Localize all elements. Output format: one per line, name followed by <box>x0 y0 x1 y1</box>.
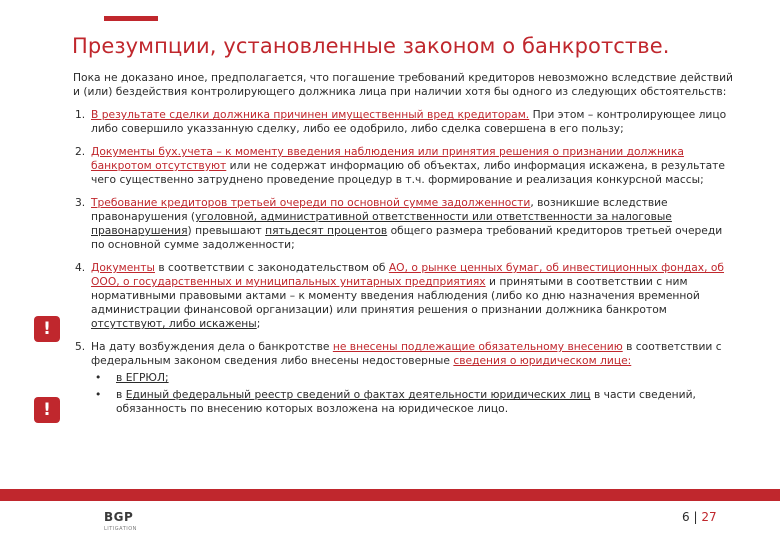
list-item-2 <box>73 145 733 187</box>
warning-icon: ! <box>34 316 60 342</box>
bullet-item-registry <box>91 388 733 416</box>
intro-paragraph: Пока не доказано иное, предполагается, что погашение требований кредиторов невозможно вследствие действий и (или) бездействия контролирующего должника лица при наличии хотя бы одного из следующих обстоятельств: <box>73 71 733 98</box>
item-text: На дату возбуждения дела о банкротстве <box>91 340 333 353</box>
item-text: При этом – контролирующее лицо либо совершило указзанную сделку, либо ее одобрило, либо сделка совершена в его пользу; <box>91 108 727 135</box>
item-underlined-text: пятьдесят процентов <box>265 224 388 237</box>
list-item-5 <box>73 340 733 416</box>
item-text: ; <box>256 317 261 330</box>
item-number: 5. <box>75 340 86 353</box>
item-highlight: Документы бух.учета – к моменту введения наблюдения или принятия решения о признании должника банкротом отсутствуют <box>91 145 684 172</box>
bullet-dot: • <box>95 388 102 401</box>
footer-bar <box>0 489 780 501</box>
bullet-item-egrul <box>91 371 733 385</box>
item-text: или не содержат информацию об объектах, либо информация искажена, в результате чего существенно затруднено проведение процедур в т.ч. формирование и реализация конкурсной массы; <box>91 159 725 186</box>
logo-subtext: LITIGATION <box>104 526 137 532</box>
title-accent-bar <box>104 16 158 21</box>
slide-content <box>73 71 733 425</box>
page-number <box>682 510 717 524</box>
bullet-underlined-text: в ЕГРЮЛ; <box>116 371 169 384</box>
list-item-3 <box>73 196 733 252</box>
page-total: 27 <box>701 510 717 524</box>
item-text: ) превышают <box>187 224 266 237</box>
item-text: в соответствии с федеральным законом сведения либо внесены недостоверные <box>91 340 722 367</box>
item-highlight: сведения о юридическом лице: <box>453 354 632 367</box>
warning-icon: ! <box>34 397 60 423</box>
logo-text: BGP <box>104 510 134 524</box>
page-separator: | <box>689 510 702 524</box>
bullet-underlined-text: Единый федеральный реестр сведений о фактах деятельности юридических лиц <box>125 388 591 401</box>
item-text: в соответствии с законодательством об <box>154 261 389 274</box>
item-number: 3. <box>75 196 86 209</box>
item-number: 2. <box>75 145 86 158</box>
bullet-dot: • <box>95 371 102 384</box>
item-underlined-text: уголовной, административной ответственности или ответственности за налоговые правонарушения <box>91 210 672 237</box>
item-highlight: Документы <box>91 261 155 274</box>
bullet-text: в части сведений, обязанность по внесению которых возложена на юридическое лицо. <box>116 388 696 415</box>
item-text: и принятыми в соответствии с ним нормативными правовыми актами – к моменту введения наблюдения (либо ко дню назначения временной администрации финансовой организации) или принятия решения о признании должника банкротом <box>91 275 700 316</box>
list-item-1 <box>73 108 733 136</box>
presumptions-list <box>73 108 733 416</box>
item-number: 1. <box>75 108 86 121</box>
bullet-text: в <box>116 388 126 401</box>
list-item-4 <box>73 261 733 331</box>
item-text: , возникшие вследствие правонарушения ( <box>91 196 668 223</box>
company-logo <box>104 506 137 532</box>
item-text: общего размера требований кредиторов третьей очереди по основной сумме задолженности; <box>91 224 723 251</box>
item-highlight: не внесены подлежащие обязательному внесению <box>332 340 623 353</box>
item-highlight: АО, о рынке ценных бумаг, об инвестиционных фондах, об ООО, о государственных и муниципальных унитарных предприятиях <box>91 261 725 288</box>
sub-bullet-list <box>91 371 733 416</box>
slide-title: Презумпции, установленные законом о банкротстве. <box>72 34 670 58</box>
item-underlined-text: отсутствуют, либо искажены <box>91 317 257 330</box>
item-highlight: Требование кредиторов третьей очереди по основной сумме задолженности <box>91 196 531 209</box>
item-highlight: В результате сделки должника причинен имущественный вред кредиторам. <box>91 108 530 121</box>
page-current: 6 <box>682 510 690 524</box>
item-number: 4. <box>75 261 86 274</box>
